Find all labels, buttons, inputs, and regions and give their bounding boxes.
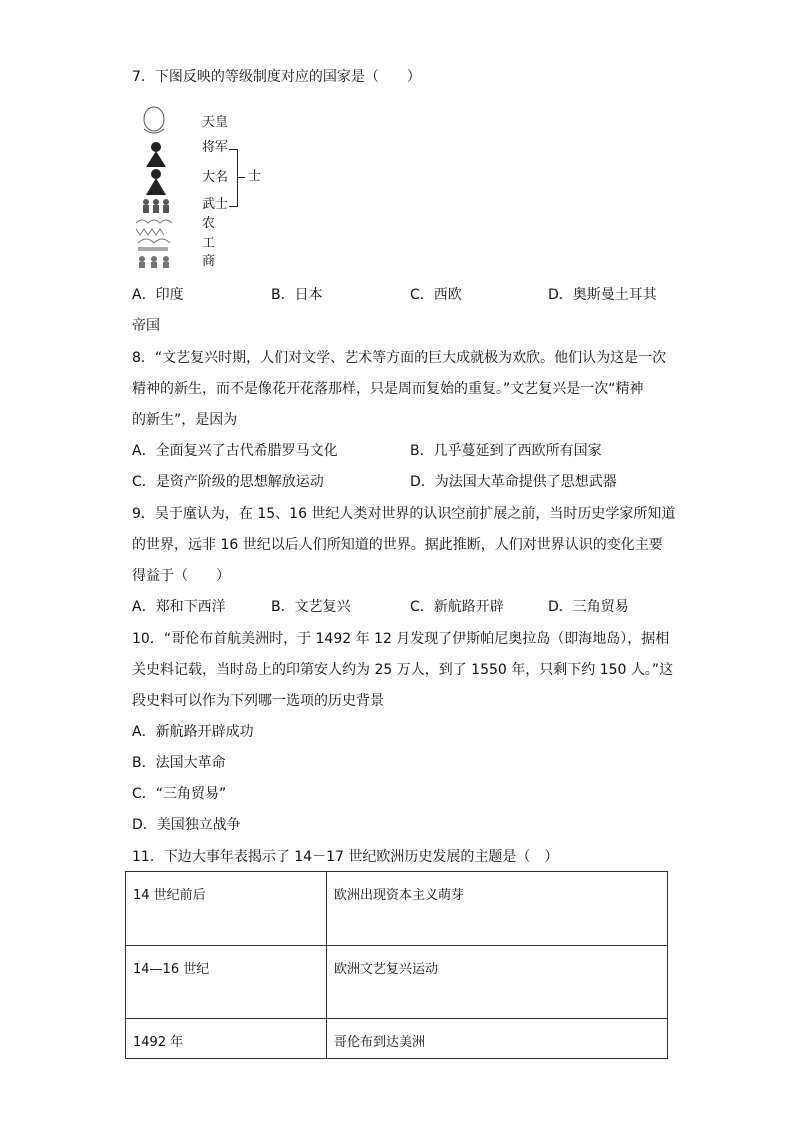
- rank-label: 商: [202, 254, 216, 269]
- q10-option-b[interactable]: B．法国大革命: [132, 755, 226, 771]
- q7-stem: 7．下图反映的等级制度对应的国家是（ ）: [132, 69, 421, 85]
- bracket-tick: [237, 177, 245, 178]
- q9-option-c[interactable]: C．新航路开辟: [410, 599, 504, 615]
- q8-option-c[interactable]: C．是资产阶级的思想解放运动: [132, 474, 324, 490]
- q10-stem-line: 段史料可以作为下列哪一选项的历史背景: [132, 693, 384, 709]
- q7-option-d-wrap: 帝国: [132, 318, 160, 334]
- q9-option-a[interactable]: A．郑和下西洋: [132, 599, 226, 615]
- events-table: [125, 871, 668, 1059]
- table-cell-period: 14—16 世纪: [126, 946, 327, 1019]
- q11-stem: 11．下边大事年表揭示了 14－17 世纪欧洲历史发展的主题是（ ）: [132, 849, 559, 865]
- class-bracket: [229, 149, 238, 207]
- q9-stem-line: 的世界，远非 16 世纪以后人们所知道的世界。据此推断，人们对世界认识的变化主要: [132, 537, 663, 553]
- rank-label: 将军: [202, 140, 229, 155]
- q9-stem-line: 得益于（ ）: [132, 568, 230, 584]
- q10-stem-line: 10．“哥伦布首航美洲时，于 1492 年 12 月发现了伊斯帕尼奥拉岛（即海地岛），据相: [132, 631, 670, 647]
- social-hierarchy-figure: [132, 103, 272, 271]
- q7-option-a[interactable]: A．印度: [132, 287, 184, 303]
- q8-stem-line: 精神的新生，而不是像花开花落那样，只是周而复始的重复。”文艺复兴是一次“精神: [132, 381, 644, 397]
- table-row: [126, 1019, 668, 1059]
- rank-label: 天皇: [202, 115, 229, 130]
- q8-option-d[interactable]: D．为法国大革命提供了思想武器: [410, 474, 617, 490]
- q7-option-d[interactable]: D．奥斯曼土耳其: [548, 287, 657, 303]
- group-label: 士: [248, 169, 262, 184]
- table-cell-event: 欧洲文艺复兴运动: [327, 946, 668, 1019]
- q10-stem-line: 关史料记载，当时岛上的印第安人约为 25 万人，到了 1550 年，只剩下约 150 人。”这: [132, 662, 674, 678]
- table-cell-event: 欧洲出现资本主义萌芽: [327, 872, 668, 946]
- q9-stem-line: 9．吴于廑认为，在 15、16 世纪人类对世界的认识空前扩展之前，当时历史学家所知道: [132, 506, 676, 522]
- rank-label: 农: [202, 216, 216, 231]
- q9-option-d[interactable]: D．三角贸易: [548, 599, 629, 615]
- q10-option-d[interactable]: D．美国独立战争: [132, 817, 241, 833]
- table-cell-period: 1492 年: [126, 1019, 327, 1059]
- q10-option-a[interactable]: A．新航路开辟成功: [132, 724, 254, 740]
- table-cell-event: 哥伦布到达美洲: [327, 1019, 668, 1059]
- rank-label: 大名: [202, 170, 229, 185]
- hierarchy-illustration: [132, 103, 192, 271]
- q9-option-b[interactable]: B．文艺复兴: [271, 599, 351, 615]
- q7-option-b[interactable]: B．日本: [271, 287, 323, 303]
- q7-option-c[interactable]: C．西欧: [410, 287, 462, 303]
- q8-stem-line: 8．“文艺复兴时期，人们对文学、艺术等方面的巨大成就极为欢欣。他们认为这是一次: [132, 350, 667, 366]
- rank-label: 武士: [202, 197, 229, 212]
- q8-option-b[interactable]: B．几乎蔓延到了西欧所有国家: [410, 443, 602, 459]
- table-cell-period: 14 世纪前后: [126, 872, 327, 946]
- q8-option-a[interactable]: A．全面复兴了古代希腊罗马文化: [132, 443, 338, 459]
- table-row: [126, 872, 668, 946]
- q10-option-c[interactable]: C．“三角贸易”: [132, 786, 227, 802]
- rank-label: 工: [202, 236, 216, 251]
- table-row: [126, 946, 668, 1019]
- q8-stem-line: 的新生”，是因为: [132, 412, 238, 428]
